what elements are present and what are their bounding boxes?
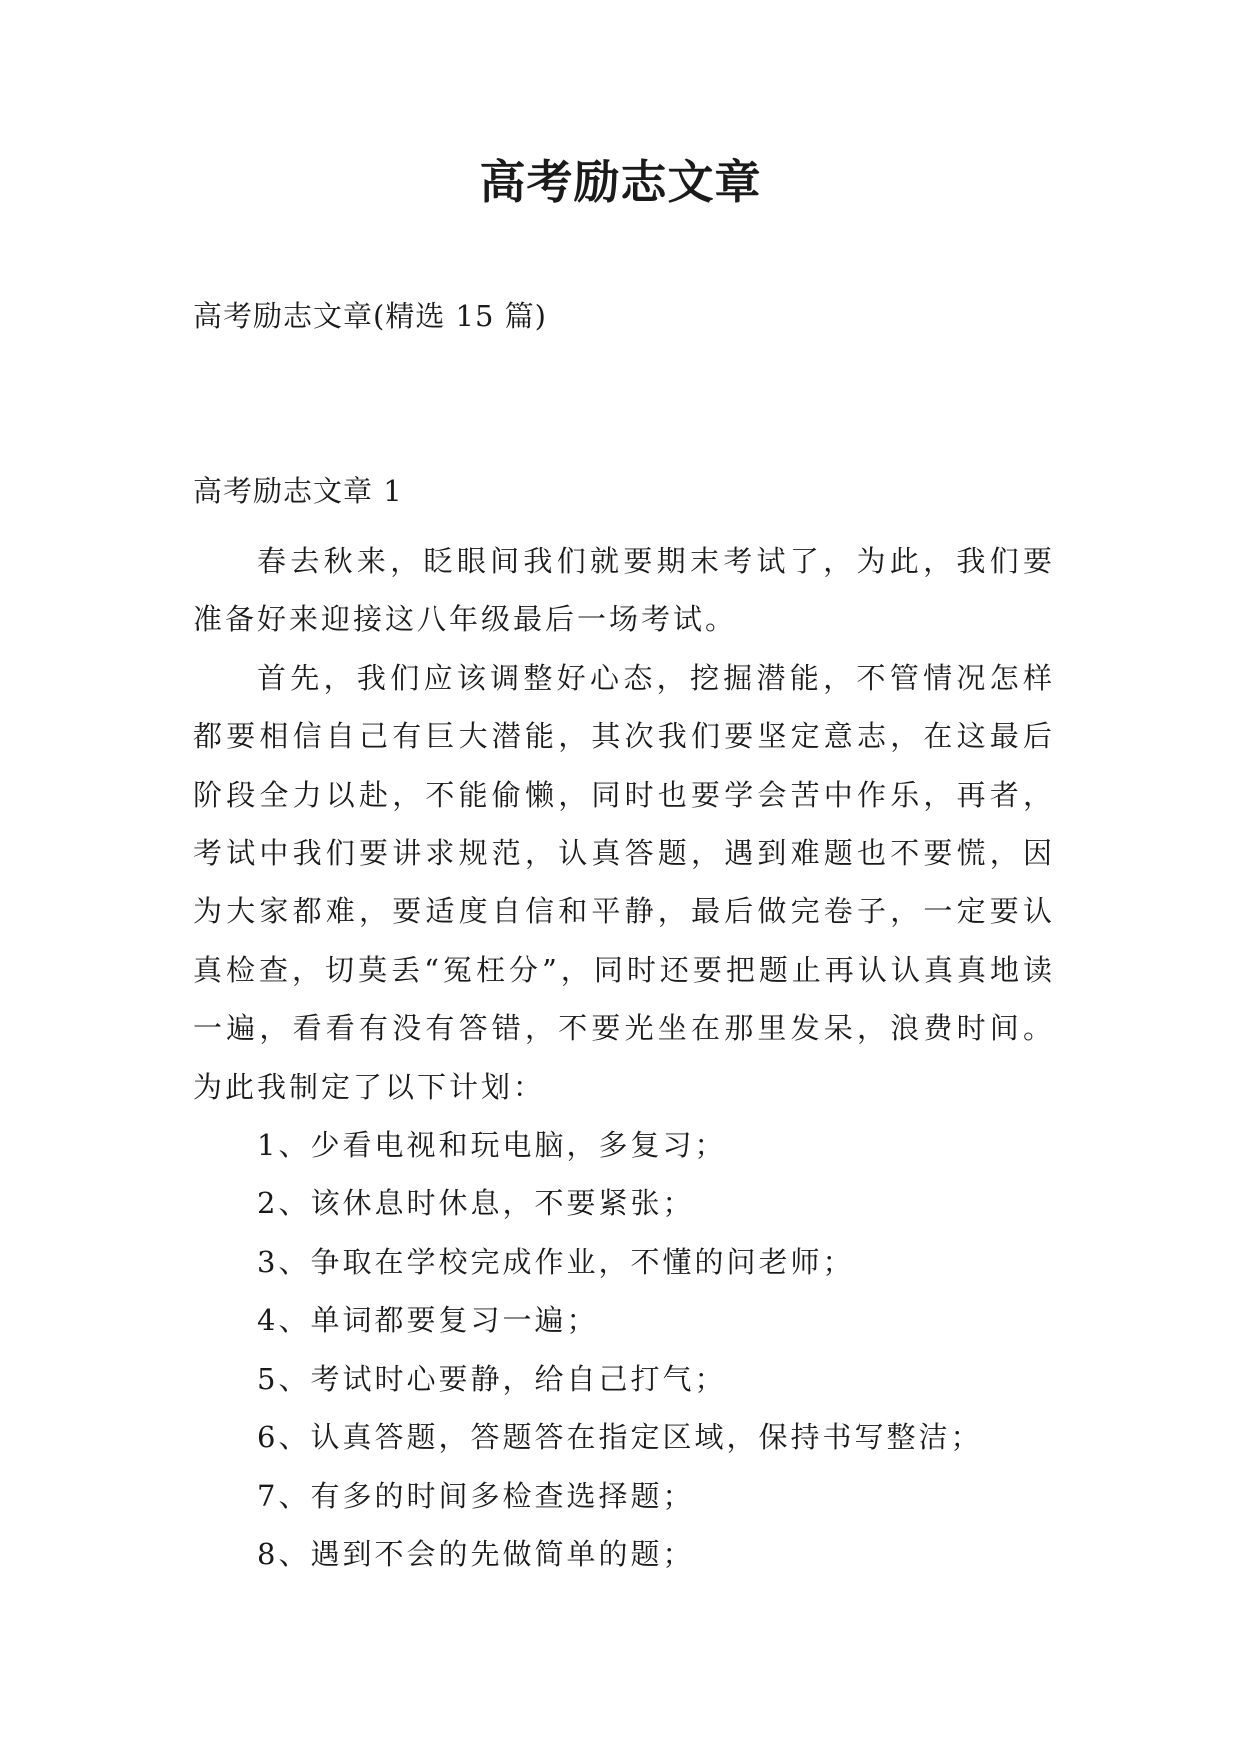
paragraph-advice: 首先，我们应该调整好心态，挖掘潜能，不管情况怎样都要相信自己有巨大潜能，其次我们要坚定意志，在这最后阶段全力以赴，不能偷懒，同时也要学会苦中作乐，再者，考试中我们要讲求规范，认真答题，遇到难题也不要慌，因为大家都难，要适度自信和平静，最后做完卷子，一定要认真检查，切莫丢“冤枉分”，同时还要把题止再认认真真地读一遍，看看有没有答错，不要光坐在那里发呆，浪费时间。为此我制定了以下计划：: [193, 660, 1055, 1104]
document-subtitle: 高考励志文章(精选 15 篇): [193, 299, 547, 333]
list-item: 3、争取在学校完成作业，不懂的问老师；: [257, 1244, 855, 1279]
section-heading: 高考励志文章 1: [193, 474, 403, 508]
list-item: 7、有多的时间多检查选择题；: [257, 1478, 695, 1513]
list-item: 8、遇到不会的先做简单的题；: [257, 1536, 695, 1571]
list-item: 1、少看电视和玩电脑，多复习；: [257, 1128, 727, 1163]
document-title: 高考励志文章: [479, 155, 762, 209]
list-item: 6、认真答题，答题答在指定区域，保持书写整洁；: [257, 1420, 983, 1455]
plan-list: [193, 1116, 1055, 1583]
article-body: [193, 532, 1055, 1583]
list-item: 4、单词都要复习一遍；: [257, 1303, 599, 1338]
list-item: 5、考试时心要静，给自己打气；: [257, 1361, 727, 1396]
list-item: 2、该休息时休息，不要紧张；: [257, 1186, 695, 1221]
paragraph-intro: 春去秋来，眨眼间我们就要期末考试了，为此，我们要准备好来迎接这八年级最后一场考试。: [193, 544, 1055, 637]
